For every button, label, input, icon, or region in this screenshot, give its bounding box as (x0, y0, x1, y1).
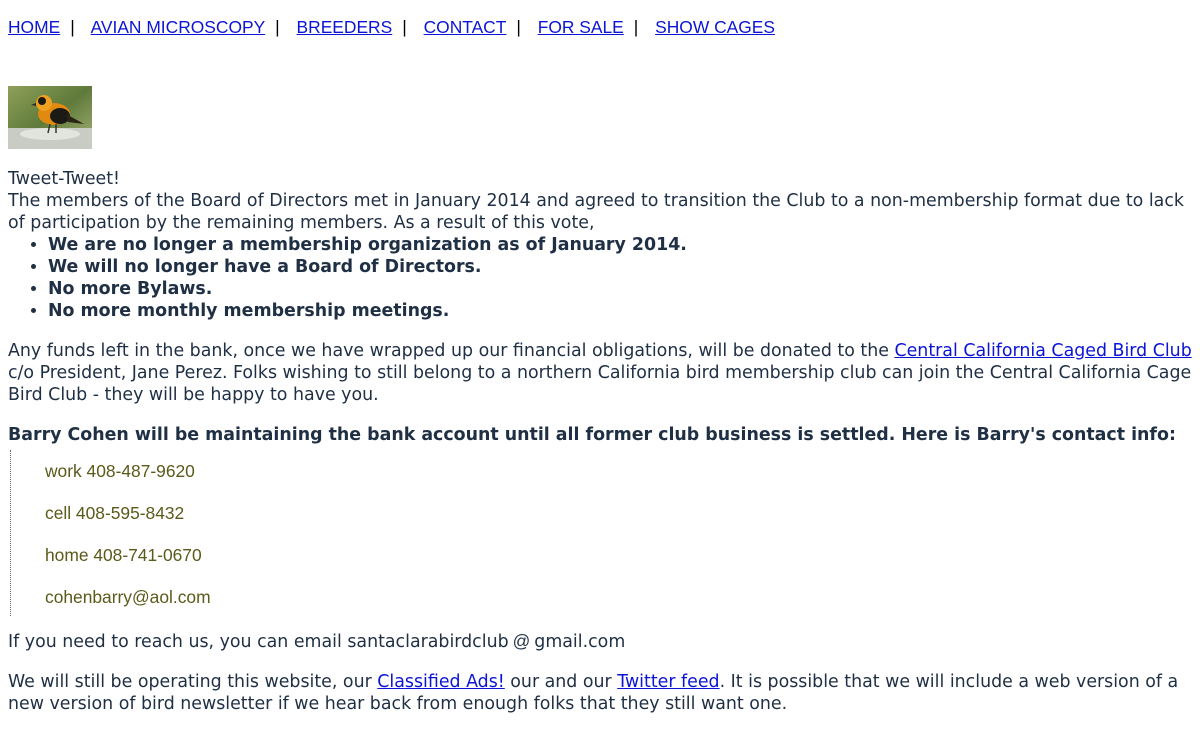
intro-paragraph: The members of the Board of Directors met in January 2014 and agreed to transition the Club to a non-membership format due to lack of participation by the remaining members. As a result of this vote, (8, 191, 1184, 233)
home-phone: home 408-741-0670 (45, 545, 202, 565)
nav-separator: | (70, 17, 75, 37)
top-nav (8, 16, 775, 38)
main-content (8, 168, 1192, 715)
nav-separator: | (633, 17, 639, 37)
nav-for-sale-link[interactable]: FOR SALE (537, 17, 624, 37)
nav-separator: | (516, 17, 521, 37)
nav-avian-microscopy-link[interactable]: AVIAN MICROSCOPY (90, 17, 266, 37)
list-item: • No more monthly membership meetings. (48, 300, 1192, 322)
list-item: • We will no longer have a Board of Directors. (48, 256, 1192, 278)
website-text: We will still be operating this website, our (8, 672, 378, 692)
list-item: • No more Bylaws. (48, 278, 1192, 300)
bird-photo (8, 86, 92, 149)
funds-paragraph (8, 340, 1192, 406)
email-text: If you need to reach us, you can email santaclarabirdclub (8, 632, 509, 652)
twitter-feed-link[interactable]: Twitter feed (617, 672, 720, 692)
classified-ads-link[interactable]: Classified Ads! (377, 672, 505, 692)
funds-text-end: c/o President, Jane Perez. Folks wishing to still belong to a northern California bird membership club can join the Central California Cage Bird Club - they will be happy to have you. (8, 363, 1192, 405)
nav-home-link[interactable]: HOME (8, 17, 61, 37)
club-email-line (8, 630, 1192, 653)
funds-text: Any funds left in the bank, once we have wrapped up our financial obligations, will be donated to the (8, 341, 895, 361)
greeting: Tweet-Tweet! (8, 169, 121, 189)
email-domain: gmail.com (534, 632, 626, 652)
cell-phone: cell 408-595-8432 (45, 503, 185, 523)
nav-breeders-link[interactable]: BREEDERS (296, 17, 393, 37)
barry-contact-heading: Barry Cohen will be maintaining the bank account until all former club business is settled. Here is Barry's contact info: (8, 425, 1176, 445)
nav-contact-link[interactable]: CONTACT (423, 17, 507, 37)
work-phone: work 408-487-9620 (45, 461, 195, 481)
website-paragraph (8, 671, 1192, 715)
vote-results-list (8, 234, 1192, 322)
list-item: • We are no longer a membership organization as of January 2014. (48, 234, 1192, 256)
contact-email: cohenbarry@aol.com (45, 587, 211, 607)
nav-separator: | (402, 17, 407, 37)
contact-info-block (10, 450, 445, 616)
website-text-end: . It is possible that we will include a web version of a new version of bird newsletter if we hear back from enough folks that they still want one. (8, 672, 1179, 714)
website-text-middle: our and our (504, 672, 618, 692)
nav-show-cages-link[interactable]: SHOW CAGES (655, 17, 775, 37)
nav-separator: | (275, 17, 280, 37)
at-symbol: @ (512, 631, 531, 651)
central-california-caged-bird-club-link[interactable]: Central California Caged Bird Club (894, 341, 1192, 361)
